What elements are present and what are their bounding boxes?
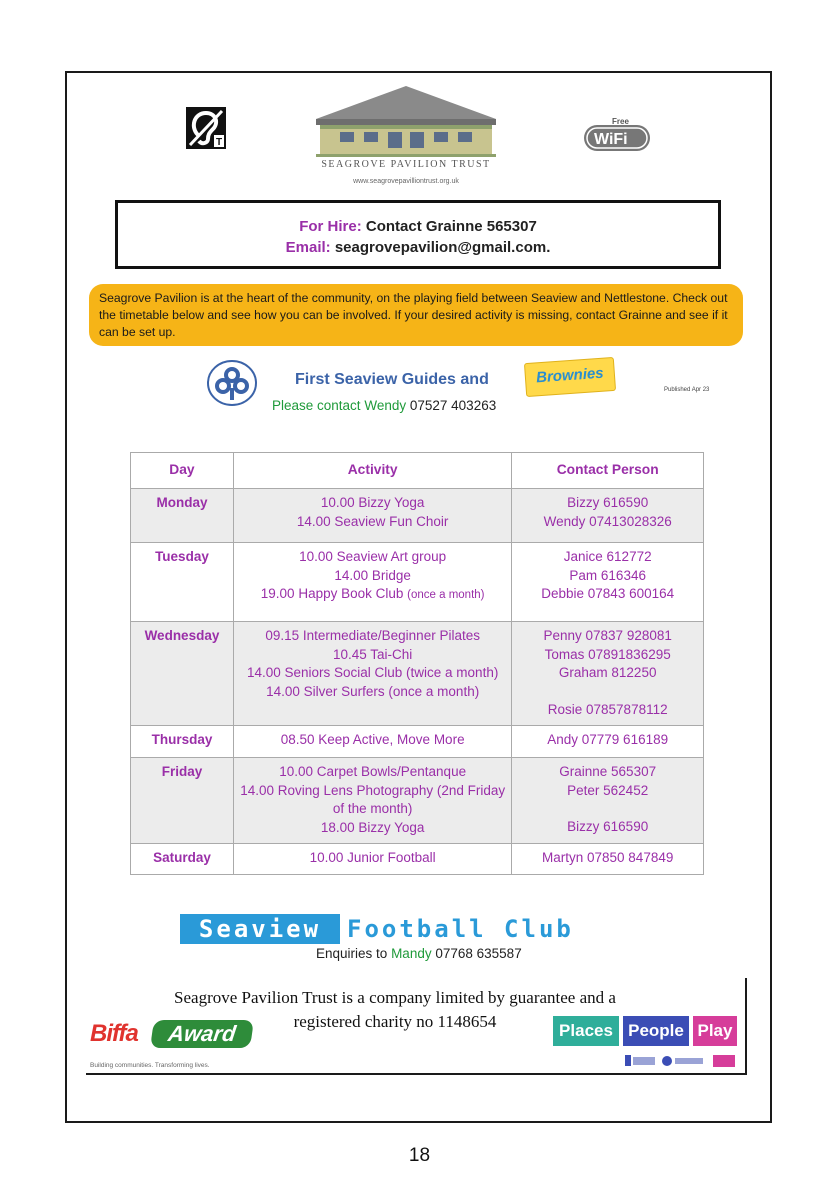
contact-cell — [512, 726, 704, 758]
contact-line: Graham 812250 — [558, 665, 657, 680]
wifi-icon — [582, 115, 652, 155]
activity-line: 09.15 Intermediate/Beginner Pilates — [265, 628, 480, 643]
activity-text: 19.00 Happy Book Club — [260, 586, 404, 601]
org-name: SEAGROVE PAVILION TRUST — [321, 159, 491, 170]
activity-cell — [233, 489, 511, 543]
footer-divider-vertical — [745, 978, 747, 1075]
email-text[interactable]: seagrovepavilion@gmail.com. — [334, 239, 551, 256]
guides-contact-prefix: Please contact — [272, 398, 361, 413]
ppp-places: Places — [553, 1016, 619, 1046]
wifi-label: WiFi — [594, 131, 628, 148]
activity-note: (once a month) — [407, 589, 485, 601]
activity-line: 08.50 Keep Active, Move More — [280, 732, 465, 747]
table-row — [131, 489, 704, 543]
timetable — [130, 452, 704, 875]
wifi-free-label: Free — [612, 117, 629, 126]
contact-line: Pam 616346 — [569, 567, 646, 583]
table-row — [131, 758, 704, 844]
contact-line: Rosie 07857878112 — [547, 701, 668, 717]
activity-line: 10.00 Junior Football — [309, 850, 436, 865]
contact-line: Wendy 07413028326 — [543, 513, 672, 529]
table-row — [131, 543, 704, 622]
guides-contact-name: Wendy — [364, 398, 407, 413]
activity-line: 10.00 Bizzy Yoga — [320, 495, 425, 510]
contact-line: Peter 562452 — [567, 782, 649, 798]
activity-line: 14.00 Roving Lens Photography (2nd Friday of the month) — [240, 782, 506, 816]
contact-cell — [512, 758, 704, 844]
activity-line: 10.45 Tai-Chi — [332, 646, 413, 662]
for-hire-text: Contact Grainne 565307 — [365, 218, 537, 235]
svg-text:T: T — [216, 137, 223, 148]
funder-logos-icon — [625, 1052, 737, 1068]
contact-line: Debbie 07843 600164 — [541, 586, 675, 601]
biffa-tagline: Building communities. Transforming lives. — [90, 1062, 210, 1069]
contact-line: Andy 07779 616189 — [547, 732, 669, 747]
table-row — [131, 726, 704, 758]
contact-cell — [512, 489, 704, 543]
charity-line: Seagrove Pavilion Trust is a company limited by guarantee and a — [174, 988, 616, 1007]
activity-cell — [233, 543, 511, 622]
guides-title: First Seaview Guides and — [295, 371, 489, 388]
football-contact-name: Mandy — [391, 946, 432, 961]
column-header-activity: Activity — [233, 453, 511, 489]
guides-trefoil-icon — [207, 360, 257, 406]
football-contact-phone: 07768 635587 — [435, 946, 522, 961]
org-url: www.seagrovepavilliontrust.org.uk — [353, 178, 459, 185]
day-cell: Friday — [131, 758, 234, 844]
contact-line: Tomas 07891836295 — [544, 646, 671, 662]
for-hire-label: For Hire: — [299, 218, 362, 235]
football-enquiries — [316, 946, 522, 961]
contact-line: Martyn 07850 847849 — [542, 850, 674, 865]
activity-cell — [233, 844, 511, 875]
biffa-award-badge: Award — [150, 1020, 254, 1048]
biffa-award-logo — [90, 1018, 260, 1073]
guides-contact — [272, 398, 496, 413]
contact-line: Penny 07837 928081 — [543, 628, 672, 643]
table-row — [131, 844, 704, 875]
guides-contact-phone: 07527 403263 — [409, 398, 497, 413]
ppp-play: Play — [693, 1016, 737, 1046]
day-cell: Wednesday — [131, 622, 234, 726]
pavilion-logo — [306, 84, 506, 194]
hire-contact-box — [115, 200, 721, 269]
activity-line: 18.00 Bizzy Yoga — [320, 819, 425, 835]
column-header-day: Day — [131, 453, 234, 489]
football-enquiries-prefix: Enquiries to — [316, 946, 388, 961]
contact-cell — [512, 622, 704, 726]
day-cell: Tuesday — [131, 543, 234, 622]
activity-line: 14.00 Seniors Social Club (twice a month) — [246, 665, 499, 680]
published-date: Published Apr 23 — [664, 387, 710, 393]
intro-banner: Seagrove Pavilion is at the heart of the community, on the playing field between Seaview and Nettlestone. Check out the timetable below and see how you can be involved. If your desired activity is missing, contact Grainne and see if it can be set up. — [89, 284, 743, 346]
email-label: Email: — [285, 239, 331, 256]
contact-line: Bizzy 616590 — [567, 819, 649, 834]
activity-line: 14.00 Seaview Fun Choir — [296, 513, 449, 529]
activity-line: 10.00 Carpet Bowls/Pentanque — [279, 764, 467, 779]
contact-cell — [512, 543, 704, 622]
pavilion-building-icon — [306, 84, 506, 159]
activity-cell — [233, 726, 511, 758]
contact-line: Grainne 565307 — [559, 764, 657, 779]
biffa-name: Biffa — [90, 1020, 138, 1047]
ppp-people: People — [623, 1016, 689, 1046]
table-row — [131, 622, 704, 726]
day-cell: Thursday — [131, 726, 234, 758]
page-number: 18 — [408, 1145, 431, 1166]
contact-line: Janice 612772 — [563, 549, 652, 564]
activity-line: 10.00 Seaview Art group — [299, 549, 447, 564]
contact-cell — [512, 844, 704, 875]
column-header-contact: Contact Person — [512, 453, 704, 489]
activity-line: 14.00 Silver Surfers (once a month) — [266, 683, 480, 699]
timetable-header-row — [131, 453, 704, 489]
places-people-play-logo — [553, 1014, 738, 1070]
activity-cell — [233, 622, 511, 726]
activity-line — [238, 585, 507, 605]
activity-line: 14.00 Bridge — [334, 567, 411, 583]
day-cell: Monday — [131, 489, 234, 543]
day-cell: Saturday — [131, 844, 234, 875]
football-club-name: Seaview — [180, 914, 340, 944]
footer-divider-horizontal — [86, 1073, 747, 1075]
hearing-loop-icon — [186, 107, 226, 149]
charity-line: registered charity no 1148654 — [293, 1012, 497, 1031]
football-club-suffix: Football Club — [347, 915, 574, 943]
activity-cell — [233, 758, 511, 844]
contact-line: Bizzy 616590 — [567, 495, 649, 510]
brownies-logo: Brownies — [524, 357, 616, 397]
